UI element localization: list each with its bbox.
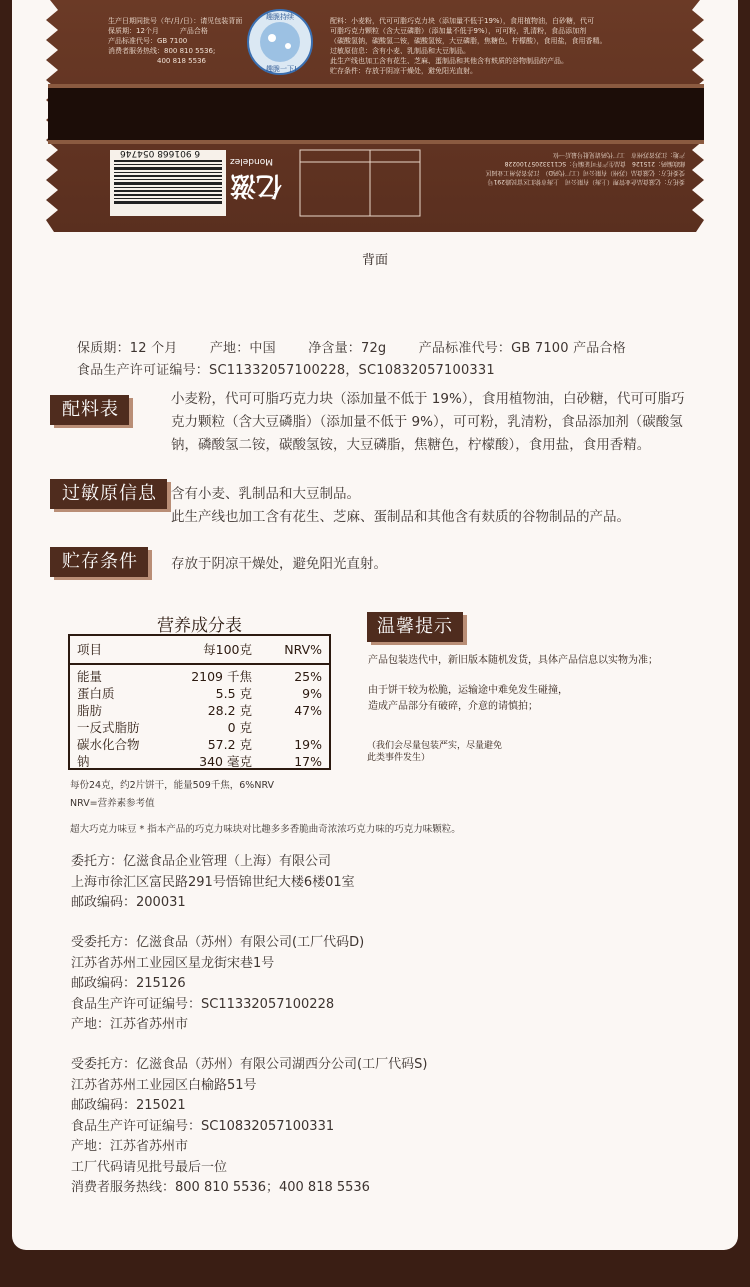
image-caption: 背面 — [361, 253, 388, 268]
package-brand: Mondelez — [230, 156, 273, 166]
tips-line-1: 产品包装迭代中，新旧版本随机发货，具体产品信息以实物为准； — [368, 655, 658, 666]
factory-code-note: 工厂代码请见批号最后一位 — [71, 1159, 228, 1175]
nutrient-nrv: 47% — [294, 703, 322, 718]
nutrition-table — [68, 634, 331, 770]
table-row — [70, 736, 329, 753]
allergen-line-2: 此生产线也加工含有花生、芝麻、蛋制品和其他含有麸质的谷物制品的产品。 — [171, 509, 630, 525]
nutrient-amount: 340 毫克 — [199, 754, 252, 769]
tips-tag: 温馨提示 — [367, 612, 463, 642]
nutrient-name: 能量 — [77, 669, 103, 684]
tips-line-2: 由于饼干较为松脆，运输途中难免发生碰撞， — [368, 685, 568, 696]
suzhou-address: 江苏省苏州工业园区星龙街宋巷1号 — [71, 955, 275, 971]
tips-line-4: （我们会尽量包装严实，尽量避免 — [367, 741, 503, 751]
table-row — [70, 719, 329, 736]
table-row — [70, 753, 329, 770]
table-row — [70, 685, 329, 702]
tips-line-5: 此类事件发生） — [367, 753, 431, 763]
entrust-party-block — [71, 852, 355, 914]
nutrient-nrv: 17% — [294, 754, 322, 769]
entrust-postcode: 邮政编码：200031 — [71, 895, 186, 910]
meta-line-1 — [77, 337, 654, 356]
tips-line-3: 造成产品部分有破碎，介意的请慎拍； — [368, 701, 538, 712]
nutrition-header-item: 项目 — [77, 642, 103, 657]
storage-text: 存放于阴凉干燥处，避免阳光直射。 — [171, 556, 387, 572]
hunan-license: 食品生产许可证编号：SC10832057100331 — [71, 1118, 335, 1134]
hunan-postcode: 邮政编码：215021 — [71, 1098, 186, 1113]
nutrient-amount: 0 克 — [227, 720, 252, 735]
entrust-name: 委托方：亿滋食品企业管理（上海）有限公司 — [71, 854, 332, 869]
package-right-text: 配料：小麦粉，代可可脂巧克力块（添加量不低于19%），食用植物油，白砂糖，代可 可脂巧克力颗粒（含大豆磷脂）（添加量不低于9%），可可粉，乳清粉，食品添加剂 （碳酸氢钠，碳酸氢二铵，碳酸氢铵，大豆磷脂，焦糖色，柠檬酸），食用盐，食用香精。 过敏原信息：含有小麦、乳制品和大豆制品。 此生产线也加工含有花生、芝麻、蛋制品和其他含有麸质的谷物制品的产品。 贮存条件：存放于阴凉干燥处，避免阳光直射。 — [330, 17, 607, 75]
package-badge-bottom: 趣脆一下! — [266, 65, 297, 73]
entrust-address: 上海市徐汇区富民路291号悟锦世纪大楼6楼01室 — [71, 874, 355, 890]
suzhou-postcode: 邮政编码：215126 — [71, 976, 186, 991]
suzhou-name: 受委托方：亿滋食品（苏州）有限公司(工厂代码D) — [71, 935, 365, 950]
nutrient-nrv: 9% — [302, 686, 322, 701]
nutrient-nrv: 25% — [294, 669, 322, 684]
package-badge-top: 趣脆持续 — [266, 13, 294, 21]
nutrient-name: 一反式脂肪 — [77, 720, 140, 735]
hunan-manufacturer-block — [71, 1055, 427, 1199]
nutrient-nrv — [252, 719, 322, 736]
suzhou-license: 食品生产许可证编号：SC11332057100228 — [71, 996, 335, 1012]
nutrient-amount: 57.2 克 — [207, 737, 252, 752]
package-logo: 亿滋 — [230, 170, 283, 200]
hunan-name: 受委托方：亿滋食品（苏州）有限公司湖西分公司(工厂代码S) — [71, 1057, 428, 1072]
nutrition-header-per100g: 每100克 — [203, 642, 252, 657]
net-weight: 净含量：72g — [308, 341, 387, 356]
ingredients-tag: 配料表 — [50, 395, 129, 425]
storage-tag: 贮存条件 — [50, 547, 148, 577]
package-bottom-text: 委托方：亿滋食品企业管理（上海）有限公司 上海市徐汇区富民路291号 受委托方：亿滋食品（苏州）有限公司（工厂代码D） 江苏省苏州工业园区 邮政编码：215126 食品生产许可证编号：SC11332057100228 产地：江苏省苏州市 工厂代码请见批号最后一位 — [485, 151, 685, 185]
package-left-text: 生产日期同批号（年/月/日）：请见包装背面 保质期：12个月 产品合格 产品标准代号：GB 7100 消费者服务热线：800 810 5536; 400 818 5536 — [108, 17, 243, 65]
service-hotline: 消费者服务热线：800 810 5536；400 818 5536 — [71, 1180, 370, 1195]
suzhou-origin: 产地：江苏省苏州市 — [71, 1017, 189, 1032]
nutrition-header-row — [70, 636, 329, 665]
nutrition-title: 营养成分表 — [157, 616, 242, 636]
package-barcode-number: 6 901668 054746 — [120, 148, 201, 158]
hunan-address: 江苏省苏州工业园区白榆路51号 — [71, 1077, 257, 1093]
nutrient-nrv: 19% — [294, 737, 322, 752]
nutrition-header-nrv: NRV% — [284, 642, 322, 657]
hunan-origin: 产地：江苏省苏州市 — [71, 1139, 189, 1154]
ingredients-text: 小麦粉，代可可脂巧克力块（添加量不低于 19%），食用植物油，白砂糖，代可可脂巧克力颗粒（含大豆磷脂）（添加量不低于 9%），可可粉，乳清粉，食品添加剂（碳酸氢钠，磷酸氢二铵，碳酸氢铵，大豆磷脂，焦糖色，柠檬酸），食用盐，食用香精。 — [171, 391, 685, 453]
nutrient-amount: 28.2 克 — [207, 703, 252, 718]
nutrient-name: 钠 — [77, 754, 90, 769]
nutrient-name: 脂肪 — [77, 703, 103, 718]
product-standard: 产品标准代号：GB 7100 产品合格 — [418, 341, 626, 356]
nutrient-name: 蛋白质 — [77, 686, 115, 701]
meta-license: 食品生产许可证编号：SC11332057100228，SC10832057100331 — [77, 363, 495, 378]
nutrient-amount: 5.5 克 — [215, 686, 252, 701]
nutrient-amount: 2109 千焦 — [191, 669, 252, 684]
nutrition-serving-note: 每份24克，约2片饼干，能量509千焦，6%NRV — [70, 780, 275, 791]
nutrient-name: 碳水化合物 — [77, 737, 140, 752]
table-row — [70, 702, 329, 719]
table-row — [70, 668, 329, 685]
package-back-image — [40, 0, 710, 232]
shelf-life: 保质期：12 个月 — [77, 341, 178, 356]
nutrition-nrv-note: NRV=营养素参考值 — [70, 798, 155, 809]
allergen-line-1: 含有小麦、乳制品和大豆制品。 — [171, 486, 360, 502]
footnote: 超大巧克力味豆 * 指本产品的巧克力味块对比趣多多香脆曲奇浓浓巧克力味的巧克力味颗粒。 — [70, 824, 461, 835]
allergen-tag: 过敏原信息 — [50, 479, 167, 509]
origin: 产地：中国 — [209, 341, 276, 356]
suzhou-manufacturer-block — [71, 933, 364, 1036]
